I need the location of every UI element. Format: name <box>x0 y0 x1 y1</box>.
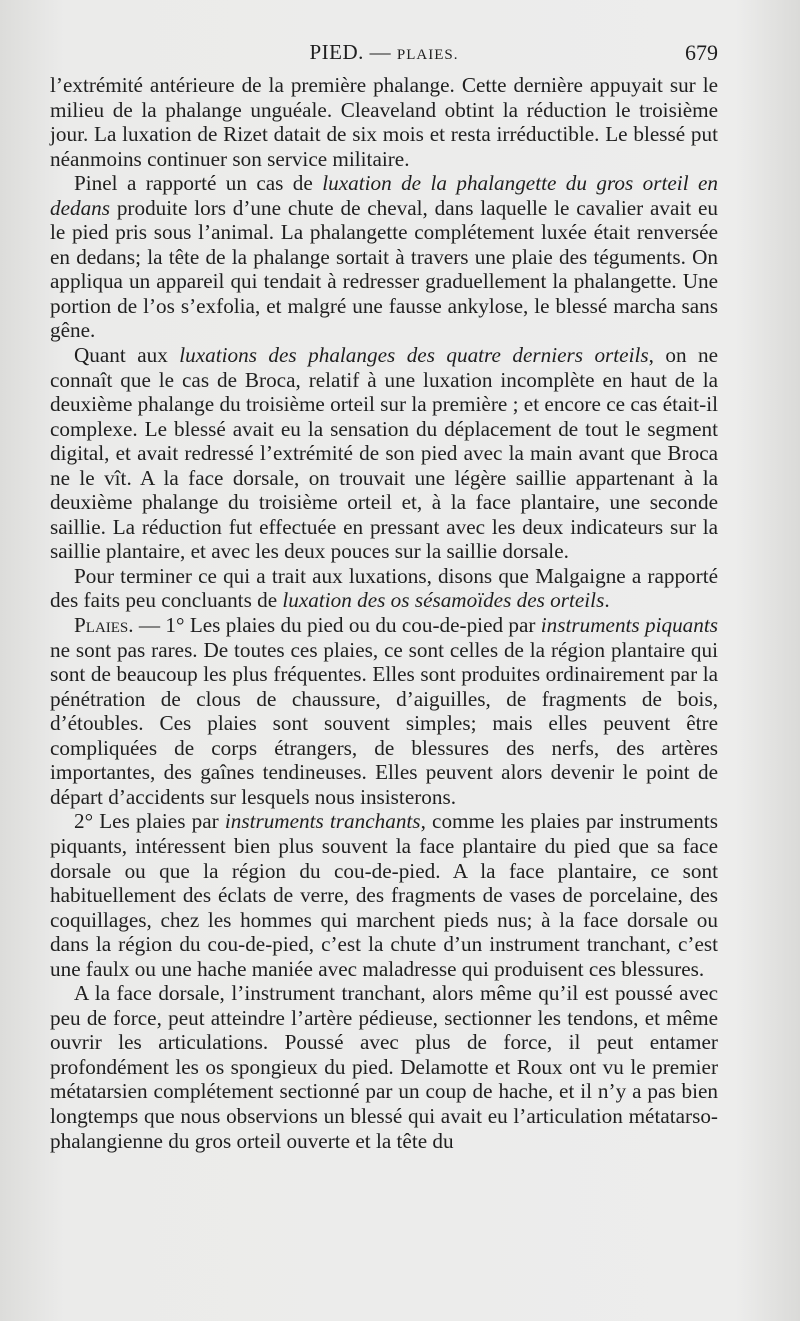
paragraph <box>50 564 718 613</box>
italic-run: luxation des os sésamoïdes des orteils <box>282 588 605 613</box>
text-run: l’extrémité antérieure de la première phalange. Cette dernière appuyait sur le milieu de la phalange unguéale. Cleaveland obtint la réduction le troisième jour. La luxation de Rizet datait de six mois et resta irréductible. Le blessé put néanmoins continuer son service militaire. <box>50 73 718 171</box>
text-run: ne sont pas rares. De toutes ces plaies, ce sont celles de la région plantaire qui sont de beaucoup les plus fréquentes. Elles sont produites ordinairement par la pénétration de clous de chaussure, d’aiguilles, de fragments de bois, d’étoubles. Ces plaies sont souvent simples; mais elles peuvent être compliquées de corps étrangers, de blessures des nerfs, des artères importantes, des gaînes tendineuses. Elles peuvent alors devenir le point de départ d’accidents sur lesquels nous insisterons. <box>50 637 718 809</box>
text-run: , on ne connaît que le cas de Broca, relatif à une luxation incomplète en haut de la deuxième phalange du troisième orteil sur la première ; et encore ce cas était-il complexe. Le blessé avait eu la sensation du déplacement de tout le segment digital, et avait redressé l’extrémité de son pied avec la main avant que Broca ne le vît. A la face dorsale, on trouvait une légère saillie appartenant à la deuxième phalange du troisième orteil et, à la face plantaire, une seconde saillie. La réduction fut effectuée en pressant avec les deux indicateurs sur la saillie plantaire, et avec les deux pouces sur la saillie dorsale. <box>50 343 719 564</box>
running-title-main: PIED. — <box>309 40 397 64</box>
body-text <box>50 73 718 1153</box>
text-run: 2° Les plaies par <box>74 809 225 834</box>
text-run: produite lors d’une chute de cheval, dans laquelle le cavalier avait eu le pied pris sous l’animal. La phalangette complétement luxée était renversée en dedans; la tête de la phalange sortait à travers une plaie des téguments. On appliqua un appareil qui tendait à redresser graduellement la phalangette. Une portion de l’os s’exfolia, et malgré une fausse ankylose, le blessé marcha sans gêne. <box>50 195 718 343</box>
paragraph <box>50 613 718 809</box>
italic-run: luxations des phalanges des quatre derniers orteils <box>179 343 649 368</box>
text-run: Pinel a rapporté un cas de <box>74 171 323 196</box>
paragraph <box>50 809 718 981</box>
page-number: 679 <box>685 40 718 65</box>
text-run: . <box>604 588 610 613</box>
paragraph <box>50 981 718 1153</box>
text-run: , comme les plaies par instruments piquants, intéressent bien plus souvent la face plantaire du pied que sa face dorsale ou que la région du cou-de-pied. A la face plantaire, ce sont habituellement des éclats de verre, des fragments de vases de porcelaine, des coquillages, chez les hommes qui marchent pieds nus; à la face dorsale ou dans la région du cou-de-pied, c’est la chute d’un instrument tranchant, c’est une faulx ou une hache maniée avec maladresse qui produisent ces blessures. <box>50 809 718 981</box>
italic-run: luxation de la phalangette du gros orteil en dedans <box>50 171 718 220</box>
text-run: Quant aux <box>74 343 180 368</box>
running-title-sub: PLAIES. <box>396 47 459 63</box>
italic-run: instruments tranchants <box>224 809 421 834</box>
paragraph <box>50 343 718 564</box>
paragraph <box>50 171 718 343</box>
page-header <box>50 40 718 72</box>
text-run: — 1° Les plaies du pied ou du cou-de-pied par <box>133 613 541 638</box>
text-run: A la face dorsale, l’instrument tranchant, alors même qu’il est poussé avec peu de force, peut atteindre l’artère pédieuse, sectionner les tendons, et même ouvrir les articulations. Poussé avec plus de force, il peut entamer profondément les os spongieux du pied. Delamotte et Roux ont vu le premier métatarsien complétement sectionné par un coup de hache, et il n’y a pas bien longtemps que nous observions un blessé qui avait eu l’articulation métatarso-phalangienne du gros orteil ouverte et la tête du <box>50 981 718 1153</box>
paragraph <box>50 73 718 171</box>
italic-run: instruments piquants <box>540 613 718 638</box>
section-heading: Plaies. <box>74 613 134 638</box>
running-title <box>50 40 718 65</box>
text-run: Pour terminer ce qui a trait aux luxations, disons que Malgaigne a rapporté des faits peu concluants de <box>50 563 718 613</box>
